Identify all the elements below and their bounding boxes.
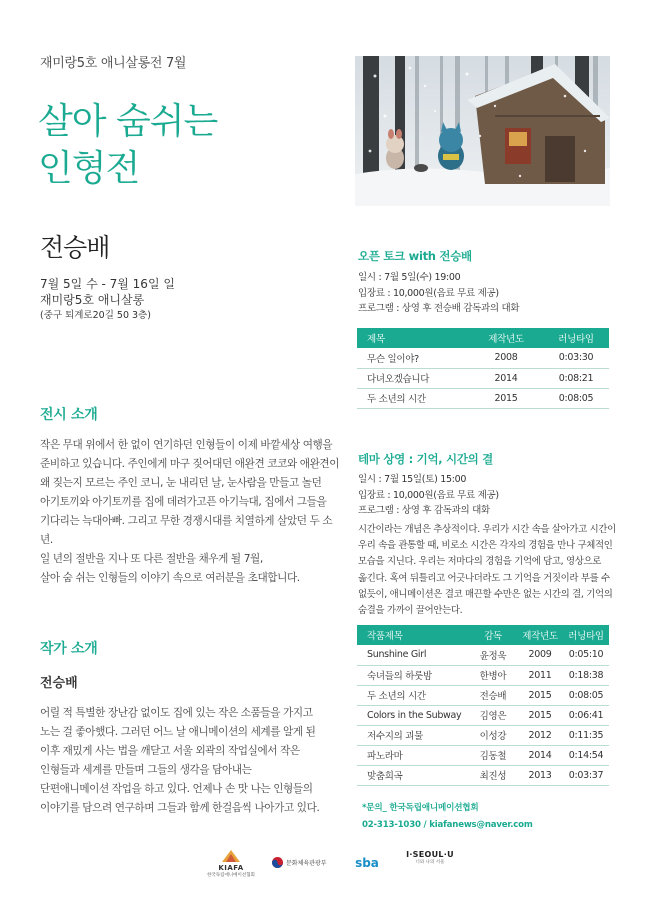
open-talk-heading: 오픈 토크 with 전승배 — [358, 249, 472, 263]
film-title: Colors in the Subway — [357, 705, 469, 725]
intro-line: 왜 짖는지 모르는 주인 코니, 눈 내리던 날, 눈사람을 만들고 놀던 — [40, 477, 322, 489]
film-director: 김영은 — [469, 705, 517, 725]
ministry-name: 문화체육관광부 — [286, 860, 327, 867]
film-runtime: 0:11:35 — [563, 725, 609, 745]
theme-date: 일시 : 7월 15일(토) 15:00 — [358, 474, 467, 485]
about-heading: 작가 소개 — [40, 641, 98, 657]
film-runtime: 0:08:21 — [543, 368, 609, 388]
exhibition-dates — [40, 276, 175, 324]
film-director: 한병아 — [469, 665, 517, 685]
film-director: 이성강 — [469, 725, 517, 745]
kiafa-mark-icon — [222, 850, 240, 862]
film-director: 최진성 — [469, 765, 517, 785]
theme-heading: 테마 상영 : 기억, 시간의 결 — [358, 452, 493, 466]
kiafa-name: KIAFA — [218, 864, 244, 872]
column-header: 제목 — [357, 328, 469, 348]
taegeuk-icon — [272, 857, 283, 868]
film-runtime: 0:03:37 — [563, 765, 609, 785]
intro-line: 준비하고 있습니다. 주인에게 마구 짖어대던 애완견 코코와 애완견이 — [40, 458, 340, 470]
film-year: 2014 — [469, 368, 543, 388]
film-title: 두 소년의 시간 — [357, 388, 469, 408]
column-header: 작품제목 — [357, 625, 469, 645]
table-row — [357, 665, 609, 685]
film-director: 김동철 — [469, 745, 517, 765]
film-title: 저수지의 괴물 — [357, 725, 469, 745]
film-year: 2008 — [469, 348, 543, 368]
kiafa-sub: 한국독립애니메이션협회 — [207, 873, 255, 878]
table-row — [357, 745, 609, 765]
film-runtime: 0:03:30 — [543, 348, 609, 368]
iseoulu-logo — [396, 850, 464, 865]
open-talk-program: 프로그램 : 상영 후 전승배 감독과의 대화 — [358, 303, 520, 314]
film-runtime: 0:08:05 — [563, 685, 609, 705]
open-talk-film-table — [357, 328, 609, 409]
film-year: 2015 — [517, 685, 563, 705]
film-title: 다녀오겠습니다 — [357, 368, 469, 388]
theme-line: 모습을 지닌다. 우리는 저마다의 경험을 기억에 담고, 영상으로 — [358, 556, 602, 568]
contact-info — [362, 800, 533, 834]
about-text — [40, 704, 340, 818]
intro-line: 살아 숨 쉬는 인형들의 이야기 속으로 여러분을 초대합니다. — [40, 572, 300, 584]
series-label: 재미랑5호 애니살롱전 7월 — [40, 56, 187, 71]
column-header: 감독 — [469, 625, 517, 645]
column-header: 러닝타임 — [543, 328, 609, 348]
film-year: 2011 — [517, 665, 563, 685]
film-runtime: 0:18:38 — [563, 665, 609, 685]
exhibition-title — [38, 98, 217, 192]
table-row — [357, 388, 609, 408]
film-year: 2013 — [517, 765, 563, 785]
theme-line: 옮긴다. 혹여 뒤틀리고 어긋나더라도 그 기억을 거짓이라 부를 수 — [358, 572, 610, 584]
table-row — [357, 705, 609, 725]
address: (중구 퇴계로20길 50 3층) — [40, 310, 151, 321]
film-title: 맞춤희곡 — [357, 765, 469, 785]
sba-logo: sba — [355, 856, 379, 870]
table-row — [357, 368, 609, 388]
column-header: 제작년도 — [517, 625, 563, 645]
column-header: 러닝타임 — [563, 625, 609, 645]
film-runtime: 0:08:05 — [543, 388, 609, 408]
theme-info — [358, 472, 499, 519]
film-year: 2014 — [517, 745, 563, 765]
theme-film-table — [357, 625, 609, 786]
open-talk-info — [358, 270, 519, 317]
film-year: 2009 — [517, 645, 563, 665]
intro-text — [40, 436, 340, 588]
contact-org: *문의_ 한국독립애니메이션협회 — [362, 803, 479, 813]
intro-heading: 전시 소개 — [40, 407, 98, 423]
theme-description — [358, 522, 616, 619]
film-runtime: 0:06:41 — [563, 705, 609, 725]
table-row — [357, 348, 609, 368]
venue: 재미랑5호 애니살롱 — [40, 293, 145, 307]
table-header-row — [357, 625, 609, 645]
theme-line: 시간이라는 개념은 추상적이다. 우리가 시간 속을 살아가고 시간이 — [358, 524, 616, 535]
open-talk-fee: 입장료 : 10,000원(음료 무료 제공) — [358, 287, 499, 299]
theme-fee: 입장료 : 10,000원(음료 무료 제공) — [358, 489, 499, 501]
table-row — [357, 685, 609, 705]
about-line: 노는 걸 좋아했다. 그러던 어느 날 애니메이션의 세계를 알게 된 — [40, 726, 316, 738]
title-line-2: 인형전 — [38, 148, 140, 189]
ministry-logo — [272, 857, 342, 868]
about-line: 이야기를 담으려 연구하며 그들과 함께 한걸음씩 나아가고 있다. — [40, 802, 320, 814]
intro-line: 작은 무대 위에서 한 없이 연기하던 인형들이 이제 바깥세상 여행을 — [40, 439, 333, 451]
title-line-1: 살아 숨쉬는 — [38, 101, 218, 142]
film-runtime: 0:14:54 — [563, 745, 609, 765]
about-name: 전승배 — [40, 676, 78, 691]
intro-line: 아기토끼와 아기토끼를 집에 데려가고픈 아기늑대, 집에서 그들을 — [40, 496, 327, 508]
film-title: 무슨 일이야? — [357, 348, 469, 368]
film-director: 전승배 — [469, 685, 517, 705]
open-talk-date: 일시 : 7월 5일(수) 19:00 — [358, 272, 461, 283]
film-title: Sunshine Girl — [357, 645, 469, 665]
theme-line: 없듯이, 애니메이션은 결코 매끈할 수만은 없는 시간의 결, 기억의 — [358, 588, 613, 600]
about-line: 단편애니메이션 작업을 하고 있다. 언제나 손 맛 나는 인형들의 — [40, 783, 313, 795]
table-row — [357, 765, 609, 785]
theme-line: 우리 속을 관통할 때, 비로소 시간은 각자의 경험을 만나 구체적인 — [358, 540, 613, 552]
film-year: 2015 — [469, 388, 543, 408]
theme-line: 숨결을 가까이 끌어안는다. — [358, 605, 463, 617]
film-year: 2012 — [517, 725, 563, 745]
contact-phone-email: 02-313-1030 / kiafanews@naver.com — [362, 820, 533, 830]
iseoulu-sub: 너와 나의 서울 — [415, 860, 445, 865]
intro-line: 일 년의 절반을 지나 또 다른 절반을 채우게 될 7월, — [40, 553, 263, 565]
column-header: 제작년도 — [469, 328, 543, 348]
intro-line: 기다리는 늑대아빠. 그리고 무한 경쟁시대를 치열하게 살았던 두 소년. — [40, 515, 333, 546]
table-header-row — [357, 328, 609, 348]
table-row — [357, 645, 609, 665]
film-title: 숙녀들의 하룻밤 — [357, 665, 469, 685]
theme-program: 프로그램 : 상영 후 감독과의 대화 — [358, 505, 490, 516]
kiafa-logo — [200, 850, 262, 878]
period: 7월 5일 수 - 7월 16일 일 — [40, 277, 175, 291]
film-director: 윤정욱 — [469, 645, 517, 665]
film-title: 두 소년의 시간 — [357, 685, 469, 705]
about-line: 어릴 적 특별한 장난감 없이도 집에 있는 작은 소품들을 가지고 — [40, 707, 313, 719]
about-line: 이후 재밌게 사는 법을 깨닫고 서울 외곽의 작업실에서 작은 — [40, 745, 300, 757]
film-still-image — [355, 56, 610, 206]
film-year: 2015 — [517, 705, 563, 725]
artist-name: 전승배 — [40, 233, 110, 262]
film-still-illustration — [355, 56, 610, 206]
film-title: 파노라마 — [357, 745, 469, 765]
about-line: 인형들과 세계를 만들며 그들의 생각을 담아내는 — [40, 764, 252, 776]
iseoulu-name: I·SEOUL·U — [406, 850, 454, 859]
film-runtime: 0:05:10 — [563, 645, 609, 665]
sponsor-logos — [200, 850, 480, 886]
table-row — [357, 725, 609, 745]
